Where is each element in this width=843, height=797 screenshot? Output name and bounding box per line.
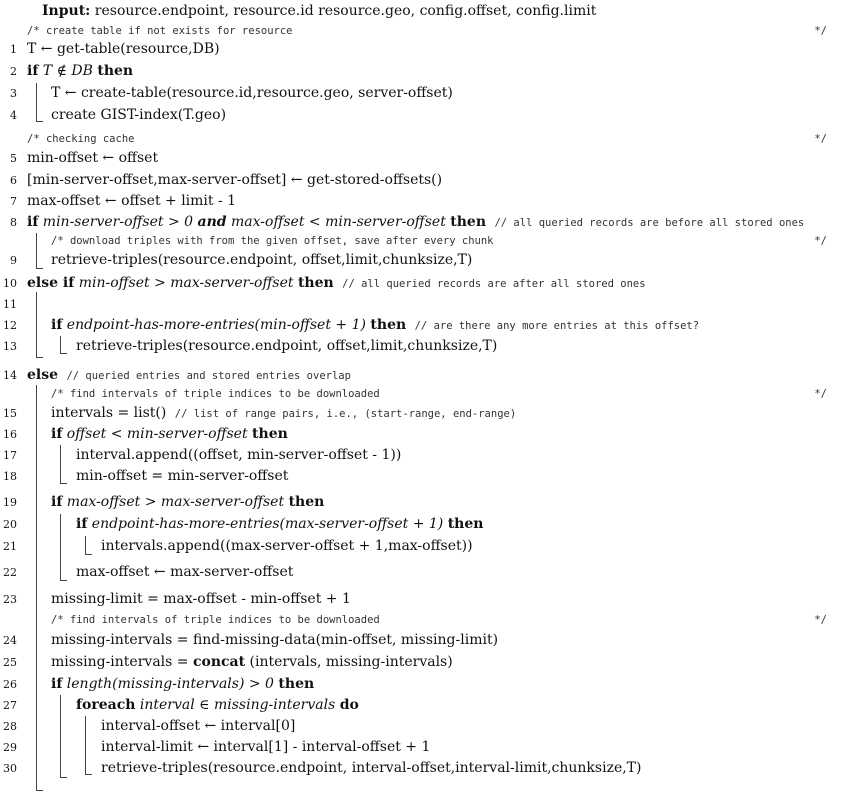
code-line-17 bbox=[0, 444, 843, 466]
keyword-then: then bbox=[252, 426, 288, 442]
code-text: intervals.append((max-server-offset + 1,max-offset)) bbox=[101, 538, 473, 554]
line-number: 4 bbox=[10, 109, 17, 122]
inline-comment: // are there any more entries at this offset? bbox=[414, 320, 700, 332]
line-number: 9 bbox=[10, 254, 17, 267]
line-number: 11 bbox=[3, 298, 17, 311]
block-rule bbox=[36, 385, 37, 791]
keyword-and: and bbox=[197, 214, 227, 230]
condition: T ∉ DB bbox=[42, 63, 93, 79]
comment-text: /* checking cache bbox=[27, 133, 135, 145]
inline-comment: // all queried records are after all stored ones bbox=[342, 278, 646, 290]
block-rule bbox=[85, 536, 86, 555]
comment-close: */ bbox=[814, 25, 827, 37]
comment-text: /* create table if not exists for resource bbox=[27, 25, 293, 37]
keyword-then: then bbox=[97, 63, 134, 79]
code-text: T ← get-table(resource,DB) bbox=[27, 41, 220, 57]
code-text: max-offset ← max-server-offset bbox=[76, 564, 294, 580]
keyword-do: do bbox=[339, 697, 359, 713]
code-text: interval.append((offset, min-server-offset - 1)) bbox=[76, 447, 402, 463]
code-line-9 bbox=[0, 249, 843, 271]
line-number: 7 bbox=[10, 195, 17, 208]
line-number: 29 bbox=[3, 741, 17, 754]
code-text: (intervals, missing-intervals) bbox=[245, 654, 453, 670]
block-rule bbox=[60, 514, 61, 581]
keyword-if: if bbox=[27, 63, 39, 79]
code-text: max-offset ← offset + limit - 1 bbox=[27, 193, 237, 209]
condition: min-server-offset > 0 bbox=[42, 214, 194, 230]
code-text: retrieve-triples(resource.endpoint, offset,limit,chunksize,T) bbox=[51, 252, 473, 268]
code-line-3 bbox=[0, 82, 843, 104]
comment-text: /* find intervals of triple indices to be downloaded bbox=[51, 388, 380, 400]
line-number: 1 bbox=[10, 43, 17, 56]
code-line-10 bbox=[0, 272, 843, 294]
condition: offset < min-server-offset bbox=[66, 426, 248, 442]
code-line-21 bbox=[0, 535, 843, 557]
line-number: 10 bbox=[3, 277, 17, 290]
keyword-if: if bbox=[51, 426, 63, 442]
code-line-1 bbox=[0, 38, 843, 60]
input-params: resource.endpoint, resource.id resource.geo, config.offset, config.limit bbox=[94, 3, 597, 19]
keyword-foreach: foreach bbox=[76, 697, 136, 713]
condition: endpoint-has-more-entries(max-server-offset + 1) bbox=[91, 516, 444, 532]
keyword-else-if: else if bbox=[27, 275, 75, 291]
line-number: 17 bbox=[3, 449, 17, 462]
comment-line bbox=[0, 609, 843, 631]
code-text: min-offset ← offset bbox=[27, 150, 159, 166]
comment-close: */ bbox=[814, 133, 827, 145]
code-text: min-offset = min-server-offset bbox=[76, 468, 289, 484]
code-text: retrieve-triples(resource.endpoint, offset,limit,chunksize,T) bbox=[76, 338, 498, 354]
keyword-else: else bbox=[27, 367, 59, 383]
block-rule bbox=[60, 336, 61, 354]
condition: max-offset > max-server-offset bbox=[66, 494, 285, 510]
input-label: Input: bbox=[42, 3, 91, 19]
code-text: create GIST-index(T.geo) bbox=[51, 107, 227, 123]
condition: max-offset < min-server-offset bbox=[231, 214, 446, 230]
line-number: 26 bbox=[3, 678, 17, 691]
code-line-15 bbox=[0, 402, 843, 424]
code-line-30 bbox=[0, 757, 843, 779]
code-line-7 bbox=[0, 190, 843, 212]
line-number: 13 bbox=[3, 340, 17, 353]
keyword-then: then bbox=[297, 275, 334, 291]
code-line-13 bbox=[0, 335, 843, 357]
code-text: T ← create-table(resource.id,resource.geo, server-offset) bbox=[51, 85, 453, 101]
condition: interval ∈ missing-intervals bbox=[139, 697, 336, 713]
code-line-24 bbox=[0, 629, 843, 651]
code-line-18 bbox=[0, 465, 843, 487]
code-line-25 bbox=[0, 651, 843, 673]
line-number: 22 bbox=[3, 566, 17, 579]
comment-text: /* find intervals of triple indices to be downloaded bbox=[51, 614, 380, 626]
code-line-27 bbox=[0, 694, 843, 716]
keyword-then: then bbox=[450, 214, 487, 230]
block-rule bbox=[60, 445, 61, 484]
line-number: 2 bbox=[10, 65, 17, 78]
keyword-then: then bbox=[370, 317, 407, 333]
line-number: 12 bbox=[3, 319, 17, 332]
line-number: 21 bbox=[3, 540, 17, 553]
code-line-5 bbox=[0, 147, 843, 169]
code-line-19 bbox=[0, 491, 843, 513]
comment-close: */ bbox=[814, 614, 827, 626]
code-line-16 bbox=[0, 423, 843, 445]
code-line-23 bbox=[0, 588, 843, 610]
keyword-if: if bbox=[51, 317, 63, 333]
line-number: 30 bbox=[3, 762, 17, 775]
code-text: missing-limit = max-offset - min-offset + 1 bbox=[51, 591, 351, 607]
line-number: 24 bbox=[3, 634, 17, 647]
condition: min-offset > max-server-offset bbox=[78, 275, 294, 291]
line-number: 27 bbox=[3, 699, 17, 712]
code-line-26 bbox=[0, 673, 843, 695]
comment-close: */ bbox=[814, 388, 827, 400]
code-text: [min-server-offset,max-server-offset] ← get-stored-offsets() bbox=[27, 172, 443, 188]
block-rule bbox=[36, 83, 37, 122]
code-line-28 bbox=[0, 715, 843, 737]
code-line-20 bbox=[0, 513, 843, 535]
inline-comment: // queried entries and stored entries overlap bbox=[66, 370, 351, 382]
keyword-then: then bbox=[278, 676, 315, 692]
code-line-4 bbox=[0, 104, 843, 126]
condition: endpoint-has-more-entries(min-offset + 1) bbox=[66, 317, 366, 333]
block-rule bbox=[85, 716, 86, 775]
line-number: 25 bbox=[3, 656, 17, 669]
keyword-if: if bbox=[27, 214, 39, 230]
line-number: 3 bbox=[10, 87, 17, 100]
line-number: 15 bbox=[3, 407, 17, 420]
code-line-22 bbox=[0, 561, 843, 583]
keyword-concat: concat bbox=[192, 654, 246, 670]
line-number: 28 bbox=[3, 720, 17, 733]
code-line-2 bbox=[0, 60, 843, 82]
line-number: 20 bbox=[3, 518, 17, 531]
line-number: 18 bbox=[3, 470, 17, 483]
code-text: missing-intervals = bbox=[51, 654, 193, 670]
comment-text: /* download triples with from the given offset, save after every chunk bbox=[51, 235, 494, 247]
line-number: 6 bbox=[10, 174, 17, 187]
input-line bbox=[0, 0, 843, 22]
block-rule bbox=[36, 292, 37, 358]
line-number: 19 bbox=[3, 496, 17, 509]
keyword-if: if bbox=[76, 516, 88, 532]
line-number: 23 bbox=[3, 593, 17, 606]
line-number: 8 bbox=[10, 216, 17, 229]
inline-comment: // all queried records are before all stored ones bbox=[494, 217, 805, 229]
keyword-then: then bbox=[288, 494, 325, 510]
keyword-if: if bbox=[51, 494, 63, 510]
code-text: intervals = list() bbox=[51, 405, 167, 421]
keyword-then: then bbox=[447, 516, 484, 532]
code-line-11 bbox=[0, 293, 843, 315]
line-number: 16 bbox=[3, 428, 17, 441]
code-text: interval-offset ← interval[0] bbox=[101, 718, 296, 734]
condition: length(missing-intervals) > 0 bbox=[66, 676, 274, 692]
code-text: interval-limit ← interval[1] - interval-offset + 1 bbox=[101, 739, 431, 755]
code-text: missing-intervals = find-missing-data(min-offset, missing-limit) bbox=[51, 632, 499, 648]
code-line-6 bbox=[0, 169, 843, 191]
inline-comment: // list of range pairs, i.e., (start-range, end-range) bbox=[174, 408, 517, 420]
line-number: 5 bbox=[10, 152, 17, 165]
code-text: retrieve-triples(resource.endpoint, interval-offset,interval-limit,chunksize,T) bbox=[101, 760, 642, 776]
block-rule bbox=[36, 233, 37, 269]
block-rule bbox=[60, 695, 61, 778]
code-line-29 bbox=[0, 736, 843, 758]
code-line-12 bbox=[0, 314, 843, 336]
line-number: 14 bbox=[3, 369, 17, 382]
keyword-if: if bbox=[51, 676, 63, 692]
comment-close: */ bbox=[814, 235, 827, 247]
